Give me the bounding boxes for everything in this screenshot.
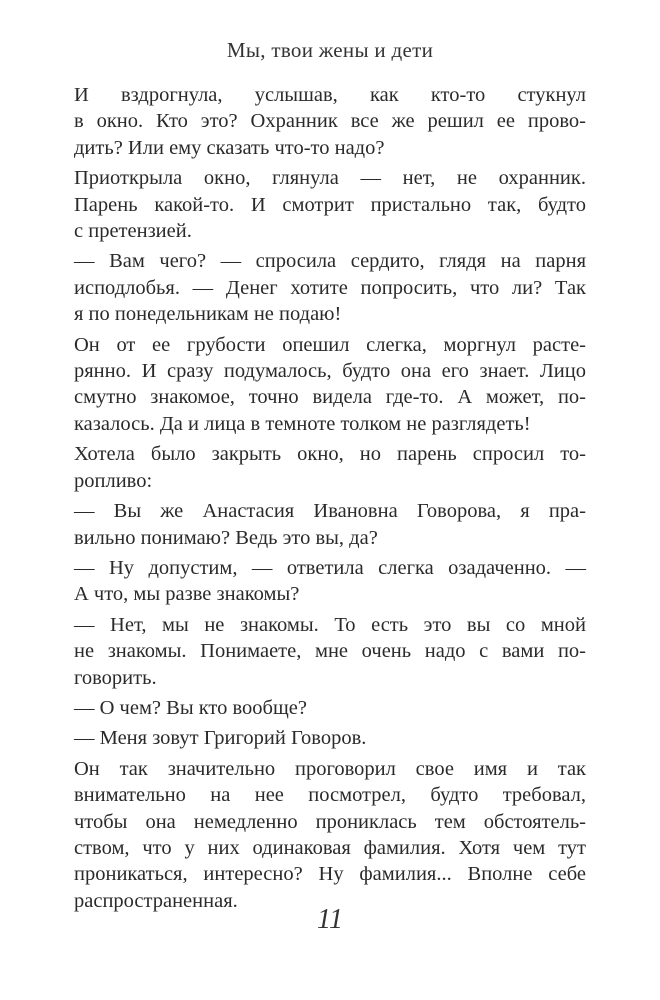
paragraph <box>74 248 586 327</box>
paragraph <box>74 165 586 244</box>
text-line: — Вам чего? — спросила сердито, глядя на парня <box>74 250 586 273</box>
text-line: исподлобья. — Денег хотите попросить, что ли? Так <box>74 276 586 299</box>
text-line: Он так значительно проговорил свое имя и так <box>74 757 586 780</box>
text-line: рянно. И сразу подумалось, будто она его знает. Лицо <box>74 360 586 383</box>
text-line: вильно понимаю? Ведь это вы, да? <box>74 526 378 549</box>
text-line: я по понедельникам не подаю! <box>74 303 342 326</box>
text-line: — Ну допустим, — ответила слегка озадаченно. — <box>74 556 586 579</box>
text-line: внимательно на нее посмотрел, будто требовал, <box>74 784 586 807</box>
text-line: Приоткрыла окно, глянула — нет, не охранник. <box>74 167 586 190</box>
text-line: казалось. Да и лица в темноте толком не разглядеть! <box>74 412 531 435</box>
text-line: не знакомы. Понимаете, мне очень надо с вами по- <box>74 640 586 663</box>
page-number: 11 <box>317 904 343 935</box>
paragraph <box>74 756 586 914</box>
text-line: ством, что у них одинаковая фамилия. Хотя чем тут <box>74 836 586 859</box>
paragraph <box>74 725 586 751</box>
paragraph <box>74 612 586 691</box>
text-line: распространенная. <box>74 889 238 912</box>
text-line: — О чем? Вы кто вообще? <box>74 696 307 719</box>
text-line: — Нет, мы не знакомы. То есть это вы со мной <box>74 613 586 636</box>
paragraph <box>74 332 586 438</box>
paragraph <box>74 695 586 721</box>
text-line: Хотела было закрыть окно, но парень спросил то- <box>74 443 586 466</box>
text-line: — Меня зовут Григорий Говоров. <box>74 727 367 750</box>
text-line: ропливо: <box>74 469 153 492</box>
text-line: Парень какой-то. И смотрит пристально так, будто <box>74 193 586 216</box>
paragraph <box>74 498 586 551</box>
running-head: Мы, твои жены и дети <box>226 38 434 62</box>
body-text <box>74 82 586 918</box>
text-line: чтобы она немедленно прониклась тем обстоятель- <box>74 810 586 833</box>
paragraph <box>74 441 586 494</box>
text-line: А что, мы разве знакомы? <box>74 583 300 606</box>
paragraph <box>74 555 586 608</box>
text-line: говорить. <box>74 666 157 689</box>
text-line: проникаться, интересно? Ну фамилия... Вполне себе <box>74 863 586 886</box>
text-line: в окно. Кто это? Охранник все же решил ее прово- <box>74 110 586 133</box>
text-line: И вздрогнула, услышав, как кто-то стукнул <box>74 84 586 106</box>
text-line: дить? Или ему сказать что-то надо? <box>74 136 385 159</box>
text-line: смутно знакомое, точно видела где-то. А может, по- <box>74 386 586 409</box>
text-line: Он от ее грубости опешил слегка, моргнул расте- <box>74 333 586 356</box>
text-line: — Вы же Анастасия Ивановна Говорова, я пра- <box>74 500 586 523</box>
text-line: с претензией. <box>74 220 192 243</box>
paragraph <box>74 82 586 161</box>
